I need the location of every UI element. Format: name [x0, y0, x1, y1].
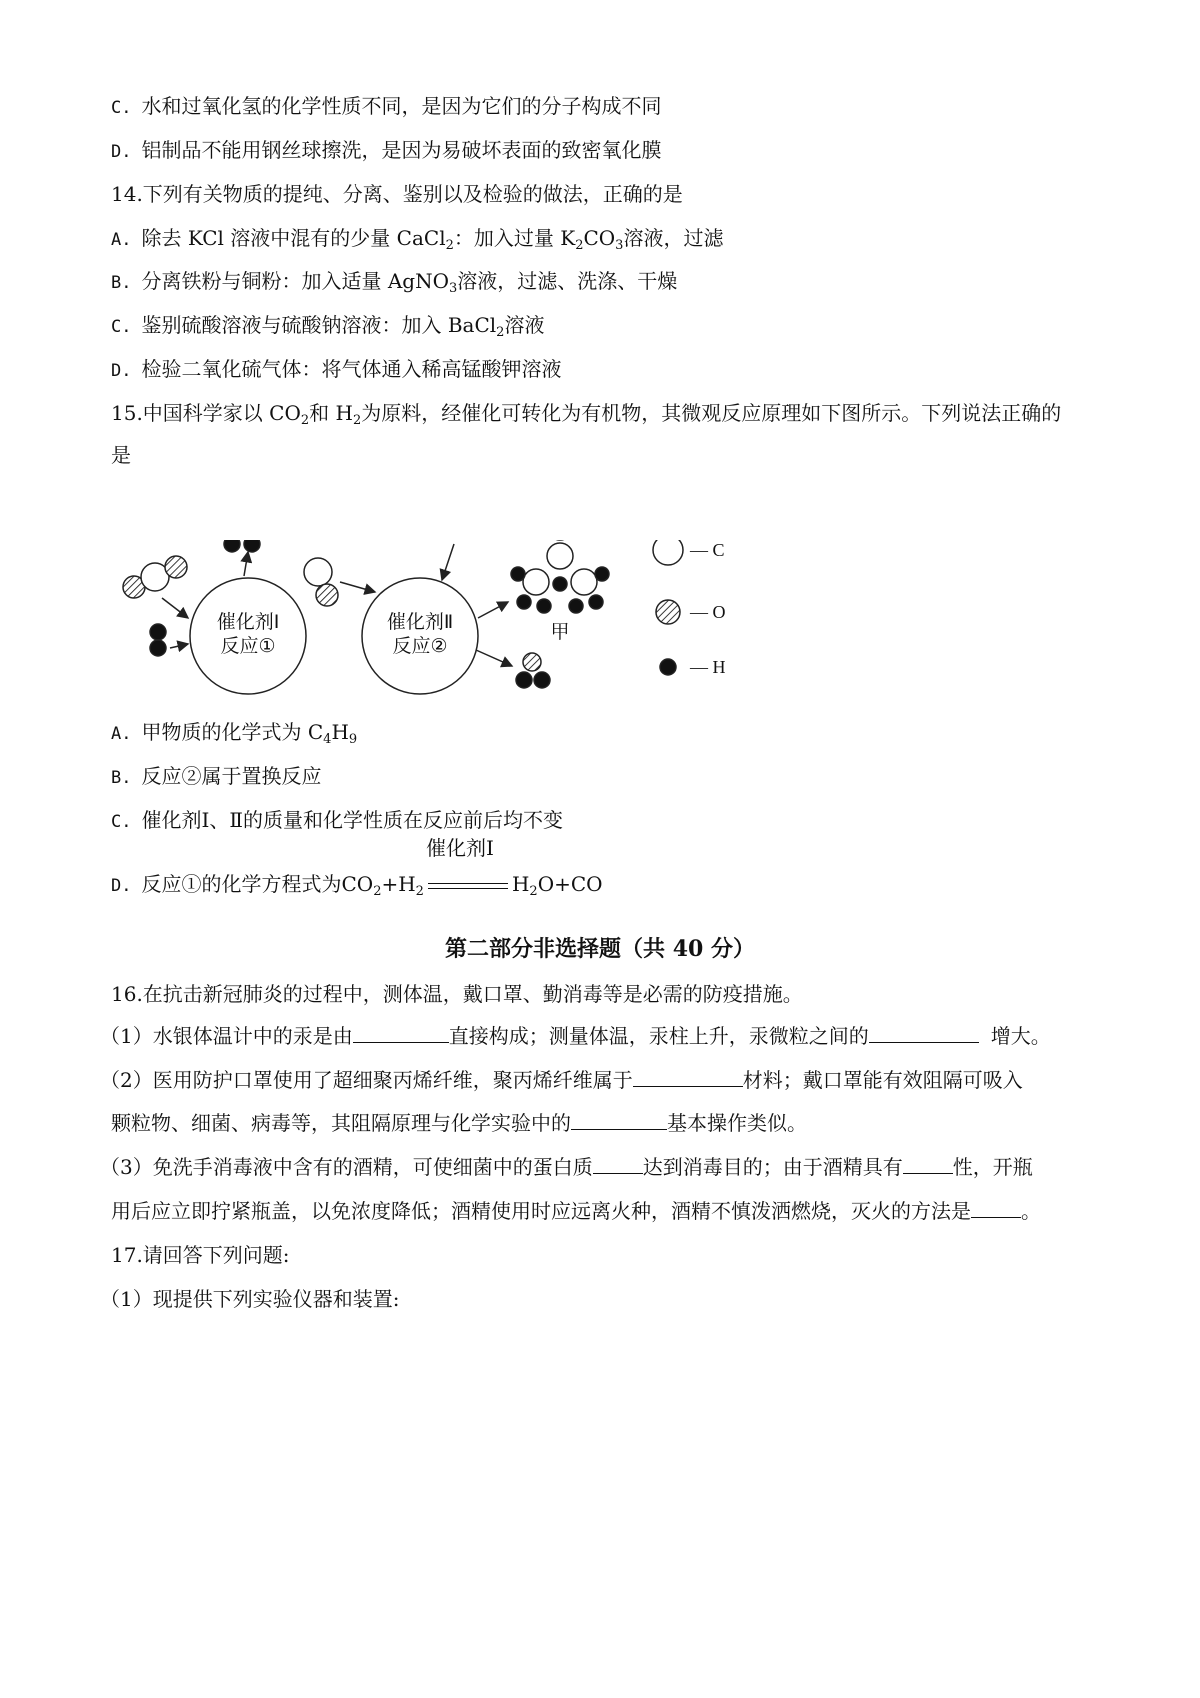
option-text: ：加入过量 K [453, 226, 576, 250]
co-molecule-icon [304, 558, 338, 606]
question-text: 达到消毒目的；由于酒精具有 [642, 1155, 903, 1179]
q13-option-d [111, 136, 661, 166]
stem-text: 为原料，经催化可转化为有机物，其微观反应原理如下图所示。下列说法正确的 [361, 401, 1062, 425]
equation-text: 反应①的化学方程式为CO [141, 872, 374, 896]
q16-stem: 16.在抗击新冠肺炎的过程中，测体温，戴口罩、勤消毒等是必需的防疫措施。 [111, 982, 803, 1006]
option-text: 分离铁粉与铜粉：加入适量 AgNO [141, 269, 449, 293]
option-text: 催化剂Ⅰ、Ⅱ的质量和化学性质在反应前后均不变 [141, 808, 563, 832]
arrow-icon [476, 650, 512, 666]
option-text: 溶液，过滤 [623, 226, 724, 250]
q16-part3-continued [111, 1197, 1041, 1225]
subscript: 2 [496, 325, 505, 340]
question-text: 增大。 [990, 1024, 1051, 1048]
product-label: 甲 [550, 622, 570, 643]
answer-blank[interactable] [633, 1066, 743, 1087]
legend-carbon-icon [653, 540, 683, 565]
arrow-icon [340, 582, 375, 592]
subscript: 3 [615, 238, 624, 253]
arrow-icon [162, 598, 188, 618]
question-text: 直接构成；测量体温，汞柱上升，汞微粒之间的 [448, 1024, 869, 1048]
option-label: B. [111, 273, 132, 293]
stem-text: 和 H [309, 401, 353, 425]
q15-option-a [111, 718, 357, 748]
arrow-icon [478, 602, 508, 618]
h2o-molecule-icon [516, 653, 550, 688]
option-label: A. [111, 230, 132, 250]
question-text: 材料；戴口罩能有效阻隔可吸入 [742, 1068, 1023, 1092]
product-molecule-icon [511, 540, 609, 613]
legend-hydrogen-icon [660, 659, 676, 675]
question-text: （1）水银体温计中的汞是由 [100, 1024, 353, 1048]
arrow-icon [170, 644, 188, 648]
condition-text: 催化剂I [425, 836, 494, 860]
catalyst-1-label: 催化剂Ⅰ [216, 612, 280, 633]
legend-oxygen-text: — O [690, 602, 726, 622]
option-label: D. [111, 361, 132, 381]
legend-hydrogen-text: — H [690, 657, 726, 677]
q15-option-c [111, 806, 563, 836]
subscript: 2 [575, 238, 584, 253]
subscript: 4 [323, 732, 332, 747]
catalyst-2-label: 催化剂Ⅱ [386, 612, 454, 633]
arrow-icon [442, 544, 454, 580]
question-text: 基本操作类似。 [667, 1111, 807, 1135]
q16-part2-continued [111, 1109, 807, 1137]
q13-option-c [111, 92, 661, 122]
answer-blank[interactable] [571, 1109, 667, 1130]
subscript: 2 [529, 884, 538, 899]
answer-blank[interactable] [971, 1197, 1021, 1218]
q17-stem: 17.请回答下列问题: [111, 1243, 290, 1267]
q15-stem [111, 399, 1061, 427]
option-text: 铝制品不能用钢丝球擦洗，是因为易破坏表面的致密氧化膜 [141, 138, 662, 162]
equation-text: O+CO [537, 872, 603, 896]
q16-part2 [100, 1066, 1023, 1094]
answer-blank[interactable] [869, 1022, 979, 1043]
subscript: 2 [352, 413, 362, 428]
subscript: 9 [348, 732, 358, 747]
q14-option-d [111, 355, 561, 385]
answer-blank[interactable] [593, 1153, 643, 1174]
reaction-condition [424, 836, 512, 898]
section-heading: 第二部分非选择题（共 40 分） [445, 936, 755, 962]
option-label: D. [111, 142, 132, 162]
option-label: A. [111, 724, 132, 744]
answer-blank[interactable] [903, 1153, 953, 1174]
option-text: 溶液，过滤、洗涤、干燥 [457, 269, 678, 293]
legend-oxygen-icon [656, 600, 680, 624]
h2o-molecule-icon [224, 540, 260, 552]
question-text: （2）医用防护口罩使用了超细聚丙烯纤维，聚丙烯纤维属于 [100, 1068, 633, 1092]
subscript: 3 [448, 281, 458, 296]
q15-stem-continued: 是 [111, 443, 131, 467]
reaction-2-label: 反应② [392, 636, 448, 657]
equals-sign [428, 883, 508, 889]
co2-molecule-icon [123, 556, 187, 598]
q14-option-c [111, 311, 544, 341]
question-text: 用后应立即拧紧瓶盖，以免浓度降低；酒精使用时应远离火种，酒精不慎泼洒燃烧，灭火的方法是 [111, 1199, 971, 1223]
option-label: C. [111, 812, 132, 832]
legend-carbon-text: — C [690, 540, 725, 560]
option-text: 除去 KCl 溶液中混有的少量 CaCl [141, 226, 446, 250]
q14-stem: 14.下列有关物质的提纯、分离、鉴别以及检验的做法，正确的是 [111, 182, 683, 206]
option-label: D. [111, 876, 132, 896]
option-text: 水和过氧化氢的化学性质不同，是因为它们的分子构成不同 [141, 94, 662, 118]
reaction-diagram [120, 540, 780, 710]
subscript: 2 [300, 413, 310, 428]
option-label: B. [111, 768, 132, 788]
subscript: 2 [445, 238, 454, 253]
q14-option-b [111, 267, 677, 297]
arrow-icon [244, 552, 248, 576]
q15-option-d [111, 836, 603, 900]
equation-text: H [511, 872, 530, 896]
option-text: 鉴别硫酸溶液与硫酸钠溶液：加入 BaCl [141, 313, 497, 337]
question-text: （3）免洗手消毒液中含有的酒精，可使细菌中的蛋白质 [100, 1155, 593, 1179]
q16-part3 [100, 1153, 1033, 1181]
option-label: C. [111, 98, 132, 118]
stem-text: 15.中国科学家以 CO [111, 401, 301, 425]
q14-option-a [111, 224, 723, 254]
question-text: 颗粒物、细菌、病毒等，其阻隔原理与化学实验中的 [111, 1111, 571, 1135]
question-text: 性，开瓶 [952, 1155, 1033, 1179]
option-label: C. [111, 317, 132, 337]
answer-blank[interactable] [353, 1022, 449, 1043]
subscript: 2 [373, 884, 382, 899]
h2-molecule-icon [150, 624, 166, 656]
option-text: 反应②属于置换反应 [141, 764, 322, 788]
equation-text: +H [381, 872, 416, 896]
q16-part1 [100, 1022, 1051, 1050]
q17-part1: （1）现提供下列实验仪器和装置: [100, 1287, 400, 1311]
reaction-1-label: 反应① [220, 636, 276, 657]
option-text: H [331, 720, 349, 744]
option-text: 检验二氧化硫气体：将气体通入稀高锰酸钾溶液 [141, 357, 562, 381]
subscript: 2 [415, 884, 424, 899]
option-text: CO [583, 226, 616, 250]
question-text: 。 [1021, 1199, 1041, 1223]
q15-option-b [111, 762, 321, 792]
option-text: 甲物质的化学式为 C [141, 720, 324, 744]
option-text: 溶液 [504, 313, 545, 337]
